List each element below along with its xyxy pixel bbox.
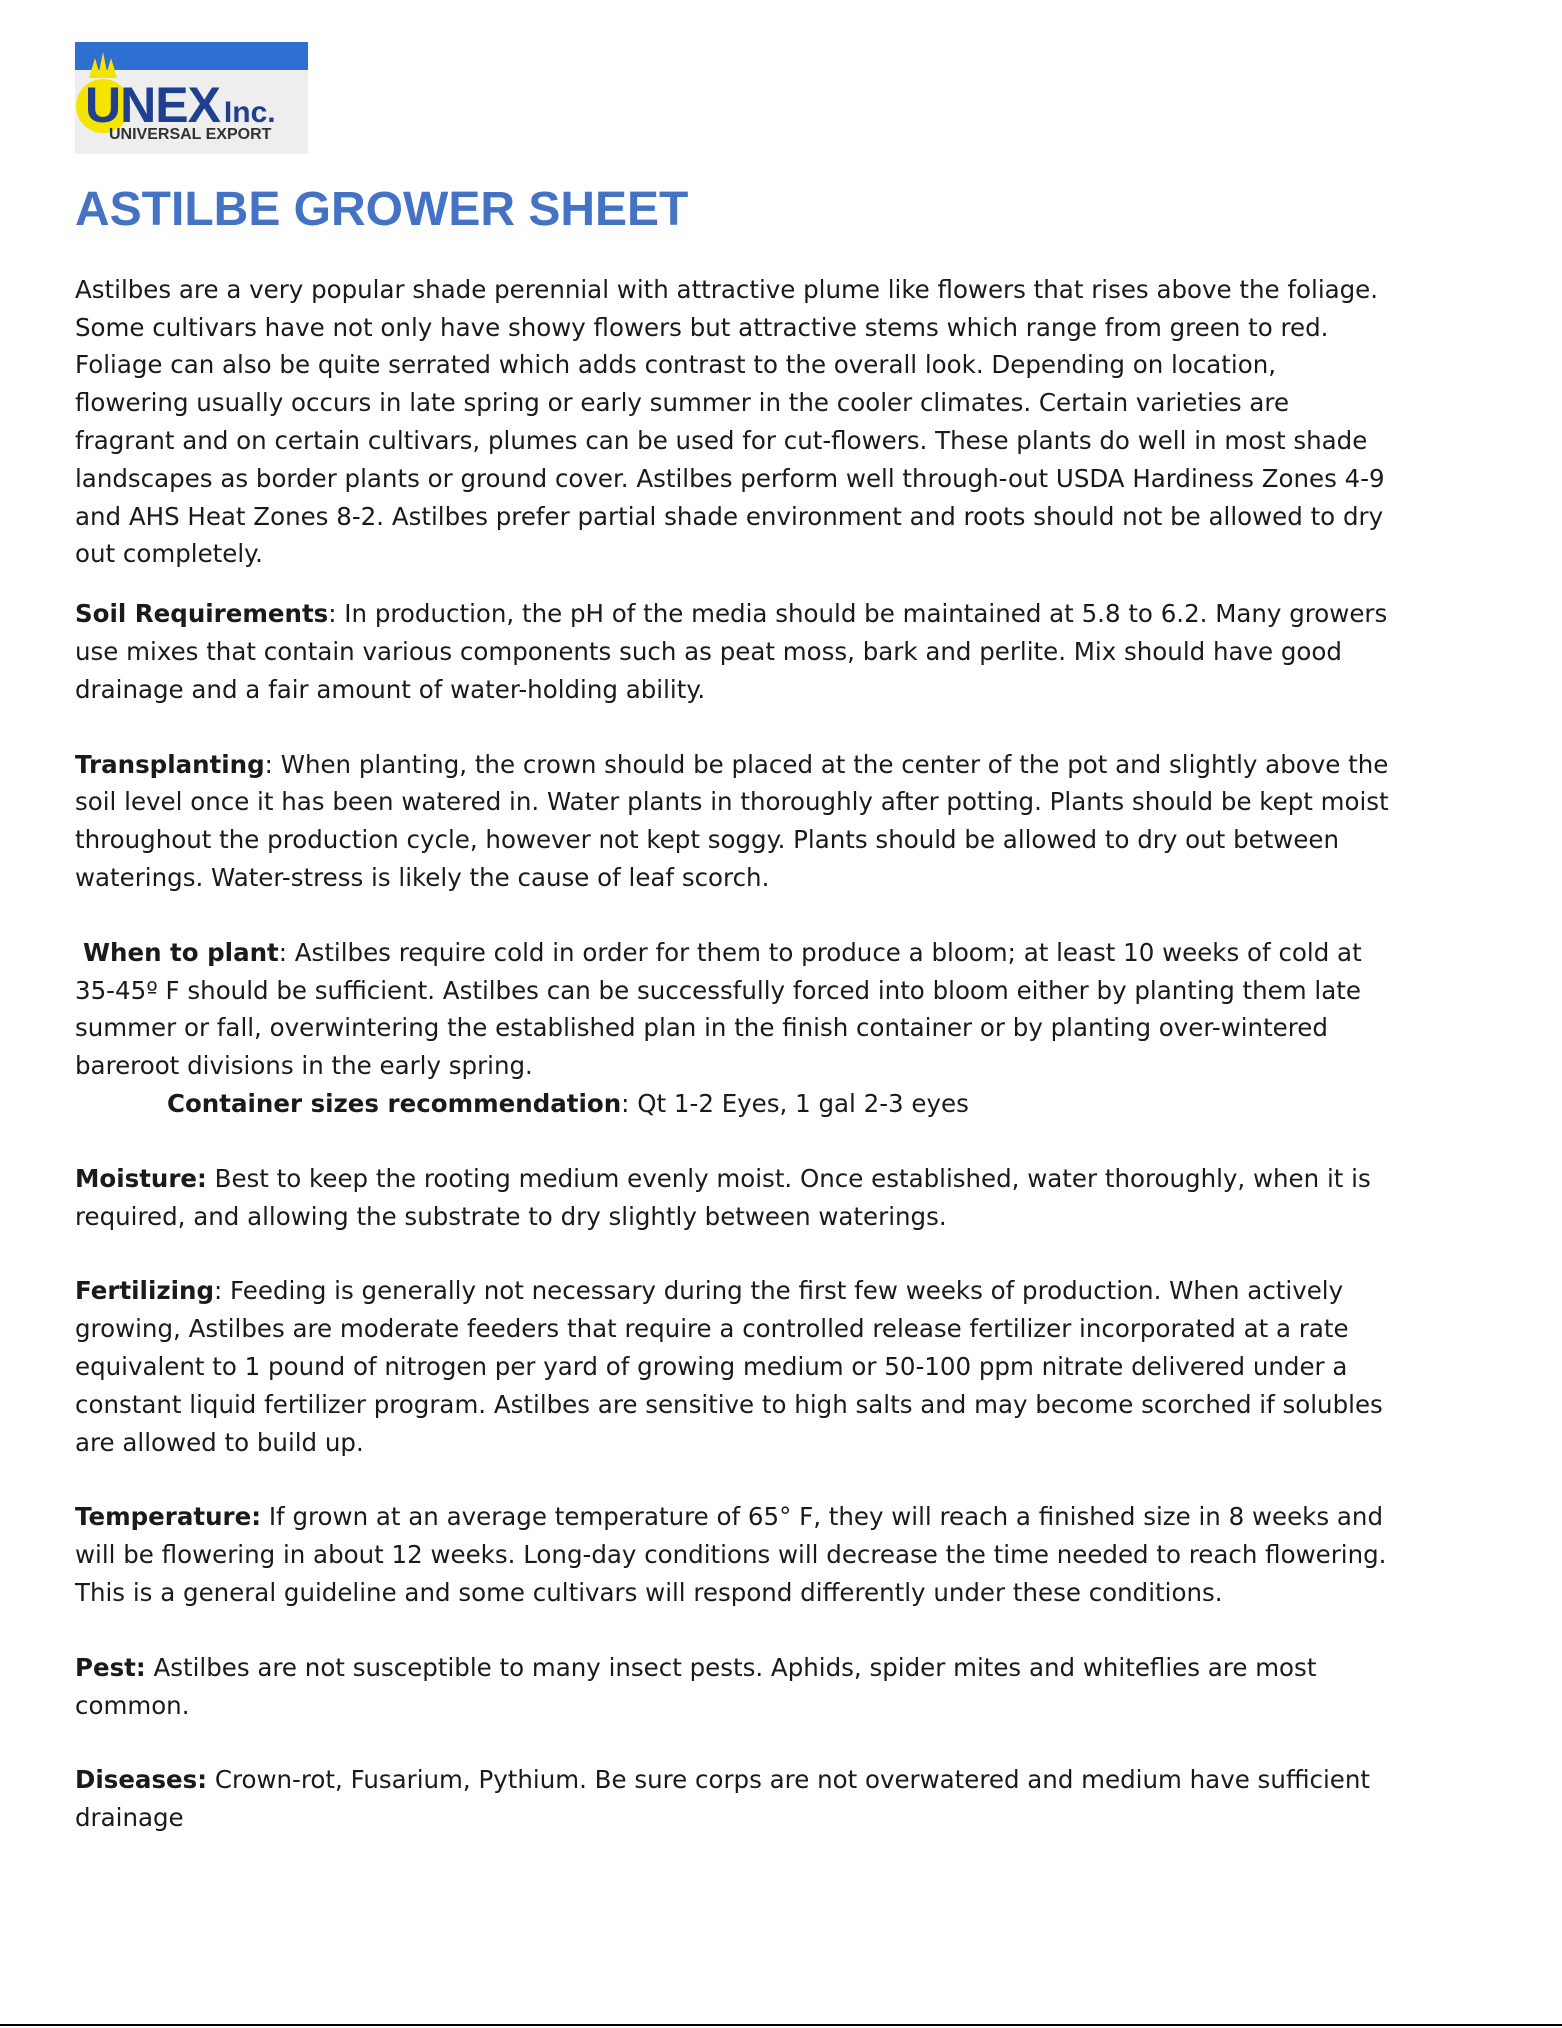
document-page (75, 42, 1405, 1837)
company-logo (75, 42, 308, 154)
soil-heading: Soil Requirements (75, 599, 329, 629)
when-to-plant-section (75, 934, 1390, 1085)
transplanting-section (75, 746, 1390, 897)
diseases-heading: Diseases: (75, 1765, 208, 1795)
page-title: ASTILBE GROWER SHEET (75, 183, 689, 236)
document-body (75, 271, 1390, 1837)
temperature-text: If grown at an average temperature of 65° F, they will reach a finished size in 8 weeks and will be flowering in about 12 weeks. Long-day conditions will decrease the time needed to reach flowering. This is a general guideline and some cultivars will respond differently under these conditions. (75, 1502, 1387, 1607)
fertilizing-heading: Fertilizing (75, 1276, 214, 1306)
soil-section (75, 595, 1390, 708)
pest-section (75, 1649, 1390, 1725)
moisture-section (75, 1160, 1390, 1236)
container-section (75, 1085, 1390, 1123)
temperature-heading: Temperature: (75, 1502, 262, 1532)
temperature-section (75, 1498, 1390, 1611)
diseases-text: Crown-rot, Fusarium, Pythium. Be sure corps are not overwatered and medium have sufficient drainage (75, 1765, 1371, 1833)
pest-heading: Pest: (75, 1652, 146, 1682)
logo-wordmark: UNEX Inc. (85, 77, 276, 133)
moisture-text: Best to keep the rooting medium evenly moist. Once established, water thoroughly, when it is required, and allowing the substrate to dry slightly between waterings. (75, 1163, 1371, 1231)
container-heading: Container sizes recommendation (167, 1088, 622, 1118)
intro-paragraph: Astilbes are a very popular shade perennial with attractive plume like flowers that rises above the foliage. Some cultivars have not only have showy flowers but attractive stems which range from green to red. Foliage can also be quite serrated which adds contrast to the overall look. Depending on location, flowering usually occurs in late spring or early summer in the cooler climates. Certain varieties are fragrant and on certain cultivars, plumes can be used for cut-flowers. These plants do well in most shade landscapes as border plants or ground cover. Astilbes perform well through-out USDA Hardiness Zones 4-9 and AHS Heat Zones 8-2. Astilbes prefer partial shade environment and roots should not be allowed to dry out completely. (75, 274, 1385, 569)
page-bottom-rule (0, 2024, 1562, 2026)
soil-text: : In production, the pH of the media should be maintained at 5.8 to 6.2. Many growers use mixes that contain various components such as peat moss, bark and perlite. Mix should have good drainage and a fair amount of water-holding ability. (75, 599, 1388, 704)
fertilizing-text: : Feeding is generally not necessary during the first few weeks of production. When actively growing, Astilbes are moderate feeders that require a controlled release fertilizer incorporated at a rate equivalent to 1 pound of nitrogen per yard of growing medium or 50-100 ppm nitrate delivered under a constant liquid fertilizer program. Astilbes are sensitive to high salts and may become scorched if solubles are allowed to build up. (75, 1276, 1383, 1457)
diseases-section (75, 1761, 1390, 1837)
moisture-heading: Moisture: (75, 1163, 207, 1193)
pest-text: Astilbes are not susceptible to many insect pests. Aphids, spider mites and whiteflies are most common. (75, 1652, 1317, 1720)
when-to-plant-text: : Astilbes require cold in order for them to produce a bloom; at least 10 weeks of cold at 35-45º F should be sufficient. Astilbes can be successfully forced into bloom either by planting them late summer or fall, overwintering the established plan in the finish container or by planting over-wintered bareroot divisions in the early spring. (75, 937, 1362, 1081)
transplanting-text: : When planting, the crown should be placed at the center of the pot and slightly above the soil level once it has been watered in. Water plants in thoroughly after potting. Plants should be kept moist throughout the production cycle, however not kept soggy. Plants should be allowed to dry out between waterings. Water-stress is likely the cause of leaf scorch. (75, 749, 1389, 892)
when-to-plant-heading: When to plant (83, 937, 279, 967)
logo-tagline: UNIVERSAL EXPORT (109, 126, 272, 143)
container-text: : Qt 1-2 Eyes, 1 gal 2-3 eyes (621, 1088, 969, 1118)
fertilizing-section (75, 1272, 1390, 1461)
transplanting-heading: Transplanting (75, 749, 265, 779)
